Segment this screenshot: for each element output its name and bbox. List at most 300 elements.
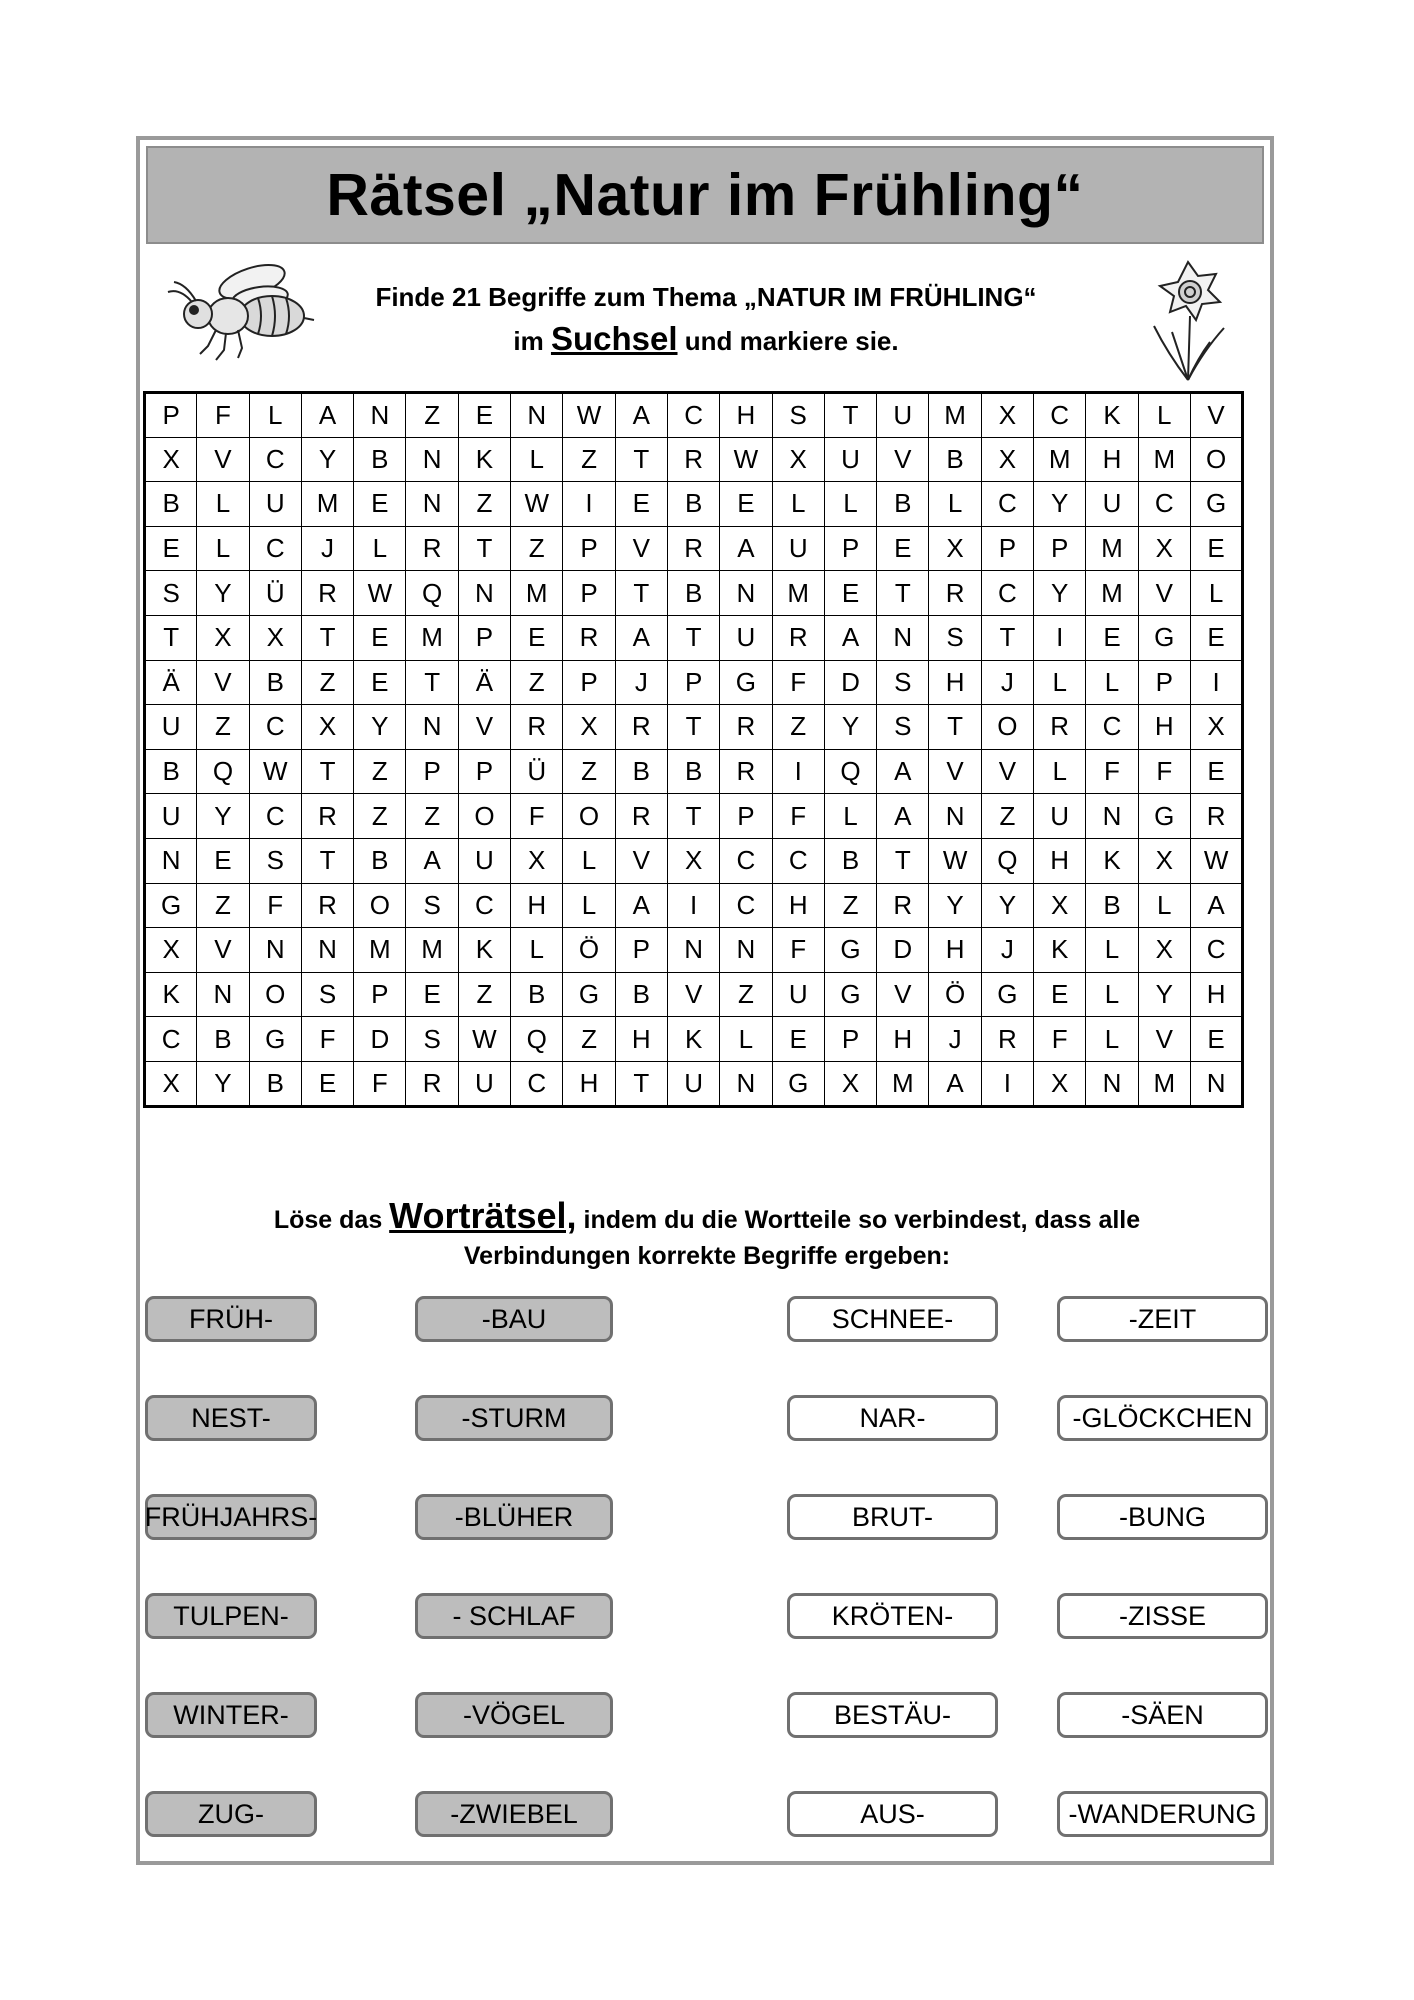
grid-cell[interactable]: G [145, 883, 197, 928]
grid-cell[interactable]: I [1034, 615, 1086, 660]
grid-cell[interactable]: H [772, 883, 824, 928]
grid-cell[interactable]: B [249, 660, 301, 705]
grid-cell[interactable]: N [1190, 1061, 1242, 1106]
grid-cell[interactable]: N [1086, 1061, 1138, 1106]
grid-cell[interactable]: R [406, 1061, 458, 1106]
grid-cell[interactable]: Z [563, 1017, 615, 1062]
grid-cell[interactable]: O [354, 883, 406, 928]
grid-cell[interactable]: T [406, 660, 458, 705]
word-part-chip[interactable]: BESTÄU- [787, 1692, 998, 1738]
grid-cell[interactable]: C [458, 883, 510, 928]
grid-cell[interactable]: P [667, 660, 719, 705]
grid-cell[interactable]: V [197, 928, 249, 973]
grid-cell[interactable]: Y [197, 1061, 249, 1106]
grid-cell[interactable]: Z [511, 660, 563, 705]
grid-cell[interactable]: N [406, 482, 458, 527]
grid-cell[interactable]: B [667, 482, 719, 527]
grid-cell[interactable]: B [354, 437, 406, 482]
grid-cell[interactable]: T [301, 838, 353, 883]
grid-cell[interactable]: Z [354, 749, 406, 794]
grid-cell[interactable]: L [1138, 393, 1190, 438]
grid-cell[interactable]: A [1190, 883, 1242, 928]
grid-cell[interactable]: F [511, 794, 563, 839]
grid-cell[interactable]: T [929, 705, 981, 750]
grid-cell[interactable]: B [249, 1061, 301, 1106]
grid-cell[interactable]: U [145, 705, 197, 750]
grid-cell[interactable]: B [929, 437, 981, 482]
grid-cell[interactable]: C [720, 883, 772, 928]
grid-cell[interactable]: Z [458, 482, 510, 527]
grid-cell[interactable]: C [981, 571, 1033, 616]
grid-cell[interactable]: L [1138, 883, 1190, 928]
grid-cell[interactable]: N [406, 437, 458, 482]
grid-cell[interactable]: L [563, 883, 615, 928]
grid-cell[interactable]: Q [511, 1017, 563, 1062]
grid-cell[interactable]: Y [1034, 482, 1086, 527]
grid-cell[interactable]: H [563, 1061, 615, 1106]
grid-cell[interactable]: P [563, 571, 615, 616]
grid-cell[interactable]: K [458, 928, 510, 973]
grid-cell[interactable]: Z [772, 705, 824, 750]
grid-cell[interactable]: X [145, 928, 197, 973]
grid-cell[interactable]: O [458, 794, 510, 839]
grid-cell[interactable]: K [667, 1017, 719, 1062]
grid-cell[interactable]: N [511, 393, 563, 438]
grid-cell[interactable]: M [406, 615, 458, 660]
grid-cell[interactable]: Z [354, 794, 406, 839]
word-part-chip[interactable]: BRUT- [787, 1494, 998, 1540]
grid-cell[interactable]: S [145, 571, 197, 616]
grid-cell[interactable]: L [1034, 749, 1086, 794]
grid-cell[interactable]: M [406, 928, 458, 973]
grid-cell[interactable]: N [458, 571, 510, 616]
grid-cell[interactable]: N [929, 794, 981, 839]
grid-cell[interactable]: Ü [511, 749, 563, 794]
grid-cell[interactable]: S [249, 838, 301, 883]
grid-cell[interactable]: A [877, 749, 929, 794]
grid-cell[interactable]: J [929, 1017, 981, 1062]
grid-cell[interactable]: H [720, 393, 772, 438]
word-part-chip[interactable]: -STURM [415, 1395, 613, 1441]
grid-cell[interactable]: N [720, 1061, 772, 1106]
grid-cell[interactable]: Y [824, 705, 876, 750]
grid-cell[interactable]: F [354, 1061, 406, 1106]
grid-cell[interactable]: I [1190, 660, 1242, 705]
grid-cell[interactable]: R [406, 526, 458, 571]
grid-cell[interactable]: S [877, 660, 929, 705]
grid-cell[interactable]: E [772, 1017, 824, 1062]
grid-cell[interactable]: C [249, 526, 301, 571]
grid-cell[interactable]: T [824, 393, 876, 438]
grid-cell[interactable]: C [772, 838, 824, 883]
grid-cell[interactable]: A [615, 883, 667, 928]
grid-cell[interactable]: U [877, 393, 929, 438]
word-part-chip[interactable]: FRÜH- [145, 1296, 317, 1342]
grid-cell[interactable]: A [615, 615, 667, 660]
grid-cell[interactable]: R [615, 794, 667, 839]
grid-cell[interactable]: U [772, 972, 824, 1017]
grid-cell[interactable]: E [1190, 526, 1242, 571]
grid-cell[interactable]: Y [197, 571, 249, 616]
grid-cell[interactable]: G [563, 972, 615, 1017]
grid-cell[interactable]: W [720, 437, 772, 482]
grid-cell[interactable]: X [249, 615, 301, 660]
grid-cell[interactable]: F [772, 794, 824, 839]
grid-cell[interactable]: O [981, 705, 1033, 750]
grid-cell[interactable]: U [667, 1061, 719, 1106]
grid-cell[interactable]: X [981, 393, 1033, 438]
grid-cell[interactable]: L [511, 928, 563, 973]
grid-cell[interactable]: R [615, 705, 667, 750]
grid-cell[interactable]: D [824, 660, 876, 705]
grid-cell[interactable]: M [511, 571, 563, 616]
grid-cell[interactable]: T [667, 615, 719, 660]
grid-cell[interactable]: P [563, 660, 615, 705]
grid-cell[interactable]: M [1086, 526, 1138, 571]
grid-cell[interactable]: W [511, 482, 563, 527]
grid-cell[interactable]: B [667, 749, 719, 794]
grid-cell[interactable]: R [720, 705, 772, 750]
grid-cell[interactable]: J [301, 526, 353, 571]
grid-cell[interactable]: Z [197, 705, 249, 750]
grid-cell[interactable]: P [145, 393, 197, 438]
grid-cell[interactable]: W [1190, 838, 1242, 883]
word-part-chip[interactable]: TULPEN- [145, 1593, 317, 1639]
grid-cell[interactable]: V [1138, 1017, 1190, 1062]
grid-cell[interactable]: H [929, 928, 981, 973]
grid-cell[interactable]: Z [197, 883, 249, 928]
word-part-chip[interactable]: FRÜHJAHRS- [145, 1494, 317, 1540]
grid-cell[interactable]: R [301, 571, 353, 616]
grid-cell[interactable]: N [720, 928, 772, 973]
grid-cell[interactable]: U [458, 838, 510, 883]
grid-cell[interactable]: Y [1138, 972, 1190, 1017]
grid-cell[interactable]: G [824, 928, 876, 973]
grid-cell[interactable]: B [667, 571, 719, 616]
grid-cell[interactable]: Ä [458, 660, 510, 705]
grid-cell[interactable]: Z [824, 883, 876, 928]
grid-cell[interactable]: O [1190, 437, 1242, 482]
grid-cell[interactable]: E [1086, 615, 1138, 660]
grid-cell[interactable]: H [511, 883, 563, 928]
grid-cell[interactable]: S [406, 883, 458, 928]
grid-cell[interactable]: L [511, 437, 563, 482]
grid-cell[interactable]: B [615, 749, 667, 794]
grid-cell[interactable]: Q [981, 838, 1033, 883]
grid-cell[interactable]: R [877, 883, 929, 928]
grid-cell[interactable]: R [301, 883, 353, 928]
grid-cell[interactable]: C [145, 1017, 197, 1062]
grid-cell[interactable]: P [615, 928, 667, 973]
grid-cell[interactable]: I [981, 1061, 1033, 1106]
grid-cell[interactable]: X [929, 526, 981, 571]
grid-cell[interactable]: E [1190, 615, 1242, 660]
grid-cell[interactable]: Z [406, 393, 458, 438]
grid-cell[interactable]: Y [197, 794, 249, 839]
grid-cell[interactable]: W [249, 749, 301, 794]
grid-cell[interactable]: E [458, 393, 510, 438]
grid-cell[interactable]: X [824, 1061, 876, 1106]
grid-cell[interactable]: B [145, 482, 197, 527]
grid-cell[interactable]: E [301, 1061, 353, 1106]
grid-cell[interactable]: X [1190, 705, 1242, 750]
grid-cell[interactable]: Z [458, 972, 510, 1017]
grid-cell[interactable]: V [458, 705, 510, 750]
grid-cell[interactable]: C [1190, 928, 1242, 973]
grid-cell[interactable]: P [1138, 660, 1190, 705]
grid-cell[interactable]: U [458, 1061, 510, 1106]
grid-cell[interactable]: B [877, 482, 929, 527]
grid-cell[interactable]: V [981, 749, 1033, 794]
grid-cell[interactable]: C [1034, 393, 1086, 438]
grid-cell[interactable]: S [406, 1017, 458, 1062]
word-part-chip[interactable]: KRÖTEN- [787, 1593, 998, 1639]
grid-cell[interactable]: T [301, 749, 353, 794]
grid-cell[interactable]: Ü [249, 571, 301, 616]
grid-cell[interactable]: R [772, 615, 824, 660]
grid-cell[interactable]: J [981, 660, 1033, 705]
grid-cell[interactable]: I [667, 883, 719, 928]
grid-cell[interactable]: X [1138, 526, 1190, 571]
grid-cell[interactable]: S [301, 972, 353, 1017]
grid-cell[interactable]: X [563, 705, 615, 750]
grid-cell[interactable]: N [354, 393, 406, 438]
grid-cell[interactable]: A [824, 615, 876, 660]
grid-cell[interactable]: T [458, 526, 510, 571]
grid-cell[interactable]: M [1138, 1061, 1190, 1106]
word-part-chip[interactable]: SCHNEE- [787, 1296, 998, 1342]
grid-cell[interactable]: C [1138, 482, 1190, 527]
grid-cell[interactable]: F [772, 660, 824, 705]
grid-cell[interactable]: X [981, 437, 1033, 482]
grid-cell[interactable]: L [249, 393, 301, 438]
grid-cell[interactable]: B [197, 1017, 249, 1062]
grid-cell[interactable]: F [1138, 749, 1190, 794]
grid-cell[interactable]: L [824, 482, 876, 527]
grid-cell[interactable]: T [145, 615, 197, 660]
grid-cell[interactable]: R [981, 1017, 1033, 1062]
grid-cell[interactable]: T [615, 437, 667, 482]
grid-cell[interactable]: L [1086, 972, 1138, 1017]
grid-cell[interactable]: Z [720, 972, 772, 1017]
grid-cell[interactable]: X [145, 1061, 197, 1106]
grid-cell[interactable]: L [929, 482, 981, 527]
grid-cell[interactable]: G [1138, 794, 1190, 839]
grid-cell[interactable]: U [824, 437, 876, 482]
grid-cell[interactable]: B [1086, 883, 1138, 928]
grid-cell[interactable]: Y [1034, 571, 1086, 616]
grid-cell[interactable]: P [824, 1017, 876, 1062]
grid-cell[interactable]: V [615, 838, 667, 883]
grid-cell[interactable]: C [981, 482, 1033, 527]
grid-cell[interactable]: N [877, 615, 929, 660]
grid-cell[interactable]: E [1190, 749, 1242, 794]
grid-cell[interactable]: Q [824, 749, 876, 794]
word-part-chip[interactable]: -BLÜHER [415, 1494, 613, 1540]
grid-cell[interactable]: V [929, 749, 981, 794]
grid-cell[interactable]: R [667, 437, 719, 482]
grid-cell[interactable]: N [197, 972, 249, 1017]
grid-cell[interactable]: P [458, 615, 510, 660]
grid-cell[interactable]: R [511, 705, 563, 750]
grid-cell[interactable]: E [406, 972, 458, 1017]
word-part-chip[interactable]: NAR- [787, 1395, 998, 1441]
grid-cell[interactable]: N [301, 928, 353, 973]
grid-cell[interactable]: V [197, 437, 249, 482]
grid-cell[interactable]: E [1190, 1017, 1242, 1062]
grid-cell[interactable]: L [563, 838, 615, 883]
grid-cell[interactable]: L [824, 794, 876, 839]
grid-cell[interactable]: K [145, 972, 197, 1017]
grid-cell[interactable]: W [354, 571, 406, 616]
grid-cell[interactable]: C [1086, 705, 1138, 750]
grid-cell[interactable]: U [249, 482, 301, 527]
grid-cell[interactable]: I [563, 482, 615, 527]
grid-cell[interactable]: E [824, 571, 876, 616]
grid-cell[interactable]: F [301, 1017, 353, 1062]
word-part-chip[interactable]: NEST- [145, 1395, 317, 1441]
grid-cell[interactable]: M [1086, 571, 1138, 616]
grid-cell[interactable]: Ä [145, 660, 197, 705]
grid-cell[interactable]: G [824, 972, 876, 1017]
grid-cell[interactable]: N [249, 928, 301, 973]
grid-cell[interactable]: P [406, 749, 458, 794]
grid-cell[interactable]: C [511, 1061, 563, 1106]
grid-cell[interactable]: M [877, 1061, 929, 1106]
grid-cell[interactable]: T [301, 615, 353, 660]
grid-cell[interactable]: E [145, 526, 197, 571]
grid-cell[interactable]: N [406, 705, 458, 750]
grid-cell[interactable]: W [563, 393, 615, 438]
grid-cell[interactable]: S [772, 393, 824, 438]
grid-cell[interactable]: C [667, 393, 719, 438]
grid-cell[interactable]: H [929, 660, 981, 705]
grid-cell[interactable]: C [249, 437, 301, 482]
grid-cell[interactable]: T [877, 838, 929, 883]
grid-cell[interactable]: G [249, 1017, 301, 1062]
grid-cell[interactable]: T [667, 705, 719, 750]
word-part-chip[interactable]: - SCHLAF [415, 1593, 613, 1639]
grid-cell[interactable]: V [877, 972, 929, 1017]
grid-cell[interactable]: H [1034, 838, 1086, 883]
grid-cell[interactable]: R [301, 794, 353, 839]
grid-cell[interactable]: X [772, 437, 824, 482]
grid-cell[interactable]: E [1034, 972, 1086, 1017]
grid-cell[interactable]: Z [301, 660, 353, 705]
grid-cell[interactable]: E [354, 482, 406, 527]
grid-cell[interactable]: V [1138, 571, 1190, 616]
grid-cell[interactable]: R [1034, 705, 1086, 750]
grid-cell[interactable]: N [1086, 794, 1138, 839]
grid-cell[interactable]: X [511, 838, 563, 883]
grid-cell[interactable]: V [1190, 393, 1242, 438]
grid-cell[interactable]: U [772, 526, 824, 571]
grid-cell[interactable]: B [511, 972, 563, 1017]
grid-cell[interactable]: X [145, 437, 197, 482]
grid-cell[interactable]: X [1138, 928, 1190, 973]
grid-cell[interactable]: Z [563, 437, 615, 482]
grid-cell[interactable]: R [667, 526, 719, 571]
grid-cell[interactable]: G [1190, 482, 1242, 527]
grid-cell[interactable]: E [877, 526, 929, 571]
grid-cell[interactable]: Q [197, 749, 249, 794]
grid-cell[interactable]: S [877, 705, 929, 750]
grid-cell[interactable]: P [458, 749, 510, 794]
grid-cell[interactable]: B [824, 838, 876, 883]
grid-cell[interactable]: X [1138, 838, 1190, 883]
grid-cell[interactable]: K [1086, 393, 1138, 438]
grid-cell[interactable]: B [615, 972, 667, 1017]
grid-cell[interactable]: J [615, 660, 667, 705]
word-part-chip[interactable]: -VÖGEL [415, 1692, 613, 1738]
grid-cell[interactable]: X [1034, 1061, 1086, 1106]
grid-cell[interactable]: O [563, 794, 615, 839]
grid-cell[interactable]: P [981, 526, 1033, 571]
grid-cell[interactable]: D [354, 1017, 406, 1062]
word-part-chip[interactable]: ZUG- [145, 1791, 317, 1837]
grid-cell[interactable]: L [772, 482, 824, 527]
grid-cell[interactable]: T [667, 794, 719, 839]
grid-cell[interactable]: E [720, 482, 772, 527]
grid-cell[interactable]: E [197, 838, 249, 883]
word-part-chip[interactable]: -ZWIEBEL [415, 1791, 613, 1837]
grid-cell[interactable]: H [1190, 972, 1242, 1017]
grid-cell[interactable]: H [877, 1017, 929, 1062]
grid-cell[interactable]: A [929, 1061, 981, 1106]
grid-cell[interactable]: Q [406, 571, 458, 616]
grid-cell[interactable]: O [249, 972, 301, 1017]
word-part-chip[interactable]: -SÄEN [1057, 1692, 1268, 1738]
grid-cell[interactable]: R [929, 571, 981, 616]
grid-cell[interactable]: N [720, 571, 772, 616]
grid-cell[interactable]: Y [301, 437, 353, 482]
grid-cell[interactable]: Z [563, 749, 615, 794]
grid-cell[interactable]: K [1034, 928, 1086, 973]
grid-cell[interactable]: C [249, 794, 301, 839]
grid-cell[interactable]: M [301, 482, 353, 527]
grid-cell[interactable]: H [1086, 437, 1138, 482]
grid-cell[interactable]: X [1034, 883, 1086, 928]
grid-cell[interactable]: U [720, 615, 772, 660]
grid-cell[interactable]: P [563, 526, 615, 571]
grid-cell[interactable]: X [197, 615, 249, 660]
grid-cell[interactable]: A [615, 393, 667, 438]
grid-cell[interactable]: C [720, 838, 772, 883]
grid-cell[interactable]: G [1138, 615, 1190, 660]
grid-cell[interactable]: B [354, 838, 406, 883]
grid-cell[interactable]: J [981, 928, 1033, 973]
grid-cell[interactable]: M [1034, 437, 1086, 482]
grid-cell[interactable]: V [197, 660, 249, 705]
grid-cell[interactable]: Ö [563, 928, 615, 973]
word-part-chip[interactable]: -ZISSE [1057, 1593, 1268, 1639]
grid-cell[interactable]: U [1034, 794, 1086, 839]
grid-cell[interactable]: H [615, 1017, 667, 1062]
grid-cell[interactable]: F [197, 393, 249, 438]
grid-cell[interactable]: N [667, 928, 719, 973]
grid-cell[interactable]: E [354, 615, 406, 660]
grid-cell[interactable]: X [301, 705, 353, 750]
grid-cell[interactable]: L [197, 526, 249, 571]
grid-cell[interactable]: Z [406, 794, 458, 839]
grid-cell[interactable]: D [877, 928, 929, 973]
grid-cell[interactable]: P [354, 972, 406, 1017]
grid-cell[interactable]: A [406, 838, 458, 883]
grid-cell[interactable]: C [249, 705, 301, 750]
grid-cell[interactable]: Z [981, 794, 1033, 839]
grid-cell[interactable]: M [772, 571, 824, 616]
word-part-chip[interactable]: -WANDERUNG [1057, 1791, 1268, 1837]
